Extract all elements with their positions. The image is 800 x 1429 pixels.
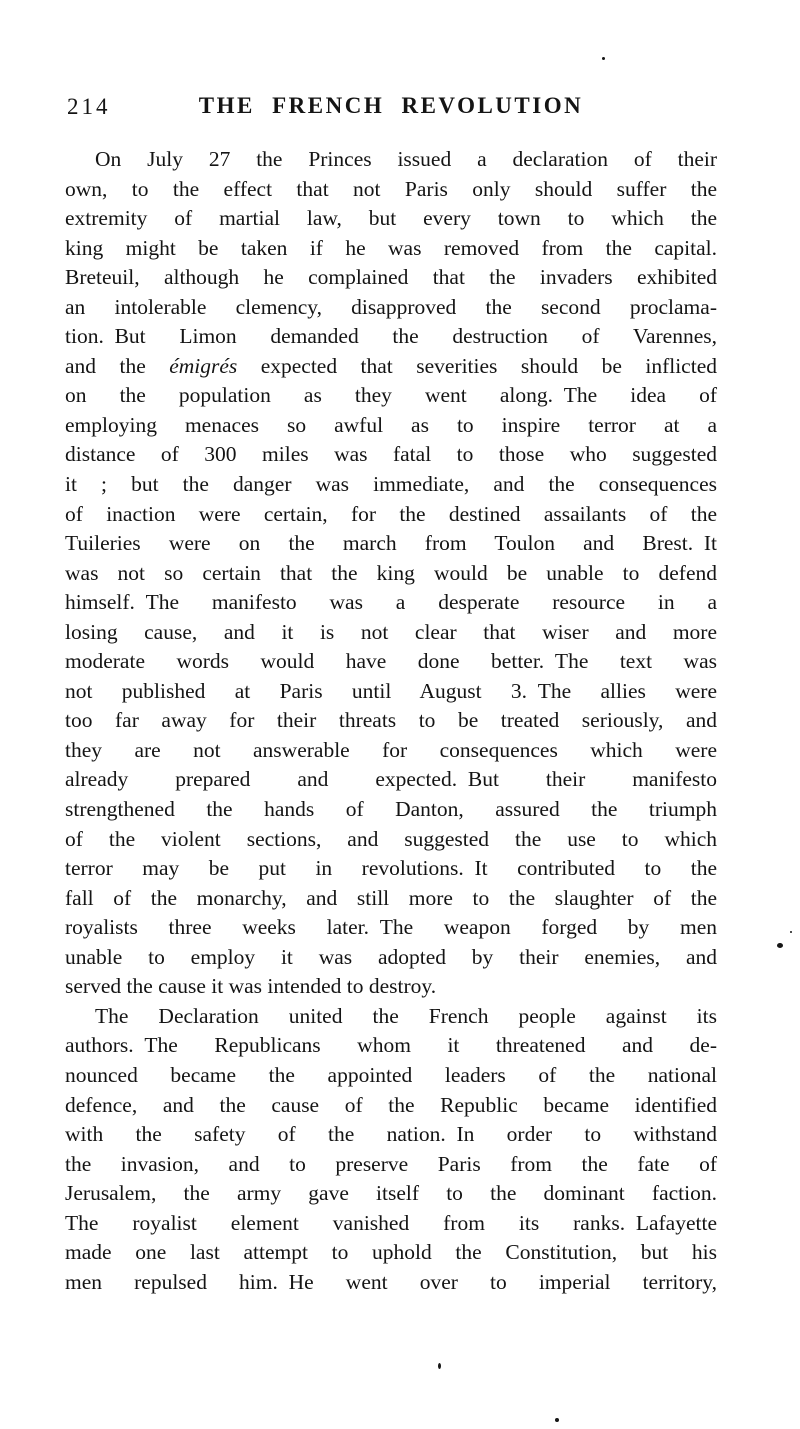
text-line: they are not answerable for consequences which were — [65, 737, 717, 762]
text-line: The royalist element vanished from its ranks. Lafayette — [65, 1210, 717, 1235]
text-line — [65, 352, 717, 382]
ink-speck — [602, 57, 605, 60]
running-head — [65, 93, 717, 121]
page-title: THE FRENCH REVOLUTION — [198, 93, 584, 118]
text-line: Breteuil, although he complained that the invaders exhibited — [65, 265, 717, 290]
text-line: already prepared and expected. But their manifesto — [65, 767, 717, 792]
text-line: king might be taken if he was removed from the capital. — [65, 235, 717, 260]
ink-speck — [438, 1363, 441, 1369]
text-line: authors. The Republicans whom it threatened and de- — [65, 1033, 717, 1058]
text-line: The Declaration united the French people against its — [95, 1003, 717, 1028]
text-line: Jerusalem, the army gave itself to the dominant faction. — [65, 1181, 717, 1206]
text-line: On July 27 the Princes issued a declaration of their — [95, 147, 717, 171]
text-line: men repulsed him. He went over to imperial territory, — [65, 1269, 717, 1294]
text-line: employing menaces so awful as to inspire terror at a — [65, 412, 717, 437]
text-line: an intolerable clemency, disapproved the second proclama- — [65, 294, 717, 319]
text-segment: and the — [65, 353, 170, 378]
text-line: of the violent sections, and suggested the use to which — [65, 826, 717, 851]
text-line: served the cause it was intended to destroy. — [65, 974, 437, 999]
ink-speck — [777, 943, 783, 948]
text-line: terror may be put in revolutions. It contributed to the — [65, 856, 717, 881]
text-line: own, to the effect that not Paris only should suffer the — [65, 176, 717, 201]
page-number: 214 — [67, 94, 111, 119]
text-line: Tuileries were on the march from Toulon and Brest. It — [65, 531, 717, 556]
text-line: moderate words would have done better. The text was — [65, 649, 717, 674]
text-line: distance of 300 miles was fatal to those who suggested — [65, 442, 717, 467]
text-segment: expected that severities should be inflicted — [237, 353, 717, 378]
text-line: royalists three weeks later. The weapon forged by men — [65, 915, 717, 940]
text-line: unable to employ it was adopted by their enemies, and — [65, 944, 717, 969]
text-line: was not so certain that the king would be unable to defend — [65, 560, 717, 585]
text-line: tion. But Limon demanded the destruction of Varennes, — [65, 324, 717, 349]
text-line: it ; but the danger was immediate, and the consequences — [65, 472, 717, 497]
text-line: not published at Paris until August 3. The allies were — [65, 678, 717, 703]
ink-speck — [555, 1418, 559, 1422]
text-line: made one last attempt to uphold the Constitution, but his — [65, 1240, 717, 1265]
text-line: on the population as they went along. The idea of — [65, 383, 717, 408]
text-line: of inaction were certain, for the destined assailants of the — [65, 501, 717, 526]
text-line: fall of the monarchy, and still more to the slaughter of the — [65, 885, 717, 910]
text-line: himself. The manifesto was a desperate resource in a — [65, 590, 717, 615]
text-line: extremity of martial law, but every town to which the — [65, 206, 717, 231]
text-line: strengthened the hands of Danton, assured the triumph — [65, 797, 717, 822]
ink-speck — [790, 931, 792, 933]
text-line: defence, and the cause of the Republic became identified — [65, 1092, 717, 1117]
text-line: with the safety of the nation. In order to withstand — [65, 1122, 717, 1147]
text-line: nounced became the appointed leaders of the national — [65, 1062, 717, 1087]
text-line: losing cause, and it is not clear that wiser and more — [65, 619, 717, 644]
italic-word: émigrés — [169, 353, 238, 378]
body-text — [65, 145, 717, 1297]
text-line: the invasion, and to preserve Paris from the fate of — [65, 1151, 717, 1176]
text-line: too far away for their threats to be treated seriously, and — [65, 708, 717, 733]
